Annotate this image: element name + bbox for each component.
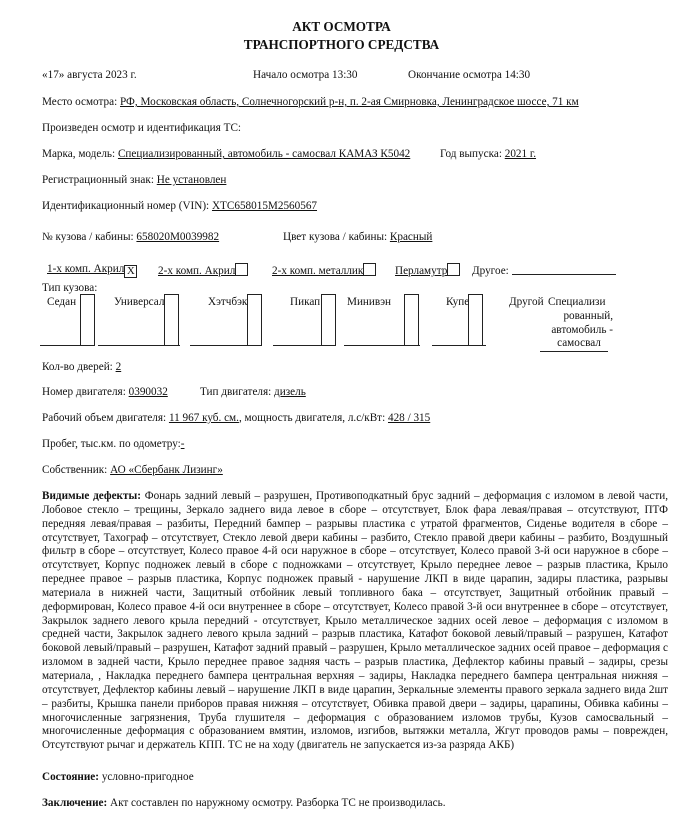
defects-text: Фонарь задний левый – разрушен, Противоподкатный брус задний – деформация с изломом в левой части, Лобовое стекло – трещины, Зеркало заднего вида левое в сборе – отсутствует, Блок фара левая/правая – отсутствуют, ПТФ передняя левая/правая – разбиты, Передний бампер – разрывы пластика с утратой фрагментов, Сиденье водителя в сборе – отсутствует, Тахограф – отсутствует, Стекло левой двери кабины – разбито, Стекло правой двери кабины – разбито, Воздушный фильтр в сборе – отсутствует, Колесо правое 4-й оси наружное в сборе – отсутствует, Колесо правой 3-й оси наружное в сборе – отсутствует, Корпус подножек левый в сборе с подножками – отсутствует, Крыло переднее левое – разрыв пластика, Крыло переднее правое – разрыв пластика, Корпус подножек правый - нарушение ЛКП в виде царапин, задиры пластика, разрывы материала в нижней части, Защитный отбойник левый топливного бака – отсутствует, Защитный отбойник правый – деформирован, Колесо правое 4-й оси внутреннее в сборе – отсутствует, Колесо правой 3-й оси внутреннее в сборе – отсутствует, Закрылок заднего левого крыла передний - отсутствует, Крыло металлическое задних осей левое – деформация с изломом в средней части, Закрылок заднего левого крыла задний – разрыв пластика, Катафот боковой левый/правый – разрушен, Катафот боковой левый/правый – разрушен, Катафот задний правый – разрушен, Крыло металлическое задних осей правое – деформация с изломом в задней части, Крыло переднее правое задняя часть – разрыв пластика, Дефлектор кабины правый – задиры, срезы материала, , Накладка переднего бампера центральная верхняя – задиры, Накладка переднего бампера центральная нижняя – отсутствует, Дефлектор кабины левый – нарушение ЛКП в виде царапин, Зеркальные элементы правого зеркала заднего вида 2шт – разбиты, Крышка панели приборов правая нижняя – отсутствует, Обивка правой двери – задиры, царапины, Обивка кабины – многочисленные загрязнения, Труба глушителя – деформация с образованием изломов трубы, Кузов самосвальный – многочисленные деформация с образованием вмятин, изломов, изгибов, вытяжки металла, Жгут проводов рамы – поврежден, Отсутствуют рычаг и держатель КПП. ТС не на ходу (двигатель не запускается из-за разряда АКБ) (42, 490, 669, 752)
other-value-line: рованный, (563, 309, 613, 322)
doors-label: Кол-во дверей: (42, 361, 113, 373)
conclusion-value: Акт составлен по наружному осмотру. Разборка ТС не производилась. (110, 797, 446, 809)
start-time: 13:30 (332, 69, 358, 81)
body-type-underline (344, 345, 420, 346)
mileage-label: Пробег, тыс.км. по одометру: (42, 438, 181, 450)
color-row (283, 231, 432, 243)
doors-row (42, 361, 121, 373)
condition-row (42, 771, 194, 783)
color-value: Красный (389, 231, 433, 243)
body-type-label-text: Минивэн (347, 296, 391, 308)
displacement-label: Рабочий объем двигателя: (42, 412, 167, 424)
owner-value: АО «Сбербанк Лизинг» (110, 464, 223, 476)
other-value-line: автомобиль - (551, 323, 613, 336)
year-row (440, 148, 536, 160)
vin-row (42, 200, 317, 212)
owner-label: Собственник: (42, 464, 108, 476)
displacement-value: 11 967 куб. см. (168, 412, 239, 424)
defects-label: Видимые дефекты: (42, 490, 141, 502)
paint-option-2 (158, 263, 248, 277)
body-type-coupe[interactable] (432, 294, 494, 346)
identification-label: Произведен осмотр и идентификация ТС: (42, 122, 242, 134)
body-type-checkbox[interactable] (80, 294, 95, 346)
place-value: РФ, Московская область, Солнечногорский р-н, п. 2-ая Смирновка, Ленинградское шоссе, 71 км (120, 96, 579, 108)
body-type-checkbox[interactable] (404, 294, 419, 346)
body-type-underline (432, 345, 486, 346)
vin-value: XTC658015M2560567 (211, 200, 318, 212)
body-type-label-text: Купе (446, 296, 470, 308)
body-type-minivan[interactable] (344, 294, 424, 346)
model-value: Специализированный, автомобиль - самосвал КАМАЗ К5042 (117, 148, 411, 160)
body-type-checkbox[interactable] (321, 294, 336, 346)
body-type-label-text: Седан (47, 296, 77, 308)
body-type-sedan[interactable] (40, 294, 95, 346)
body-type-checkbox[interactable] (247, 294, 262, 346)
body-type-label-text: Хэтчбэк (208, 296, 248, 308)
document-title-line1: АКТ ОСМОТРА (292, 19, 391, 34)
other-value-line: Специализи (548, 296, 606, 308)
place-row (42, 96, 579, 108)
paint-other (472, 263, 616, 277)
engine-number-label: Номер двигателя: (42, 386, 126, 398)
body-type-wagon[interactable] (98, 294, 193, 346)
engine-type-value: дизель (274, 386, 306, 398)
model-row (42, 148, 410, 160)
body-type-other-value (545, 296, 613, 351)
body-type-pickup[interactable] (273, 294, 348, 346)
plate-label: Регистрационный знак: (42, 174, 154, 186)
other-value-line: самосвал (557, 337, 601, 350)
body-type-other-label: Другой (509, 296, 544, 308)
body-type-checkbox[interactable] (468, 294, 483, 346)
owner-row (42, 464, 223, 476)
paint-option-label: 2-х комп. Акрил (158, 265, 236, 277)
body-type-underline (190, 345, 262, 346)
body-number-row (42, 231, 219, 243)
year-label: Год выпуска: (440, 148, 502, 160)
condition-label: Состояние: (42, 771, 100, 783)
body-type-underline (273, 345, 335, 346)
paint-option-1 (47, 263, 137, 278)
body-number-value: 658020M0039982 (136, 231, 220, 243)
power-label: , мощность двигателя, л.с/кВт: (238, 412, 386, 424)
body-type-label-text: Пикап (290, 296, 321, 308)
document-title-line2: ТРАНСПОРТНОГО СРЕДСТВА (243, 37, 440, 52)
paint-option-label: 2-х комп. металлик (272, 265, 364, 277)
mileage-value: - (180, 438, 185, 450)
plate-row (42, 174, 226, 186)
end-label: Окончание осмотра (408, 69, 502, 81)
paint-checkbox[interactable]: X (124, 265, 137, 278)
body-type-hatchback[interactable] (190, 294, 270, 346)
engine-type-label: Тип двигателя: (200, 386, 272, 398)
engine-number-row (42, 386, 168, 398)
conclusion-label: Заключение: (42, 797, 108, 809)
end-time: 14:30 (504, 69, 531, 81)
paint-option-label: 1-х комп. Акрил (47, 263, 125, 275)
condition-value: условно-пригодное (101, 771, 194, 783)
model-label: Марка, модель: (42, 148, 116, 160)
paint-option-4 (395, 263, 460, 277)
vin-label: Идентификационный номер (VIN): (42, 200, 210, 212)
inspection-date: «17» августа 2023 г. (42, 69, 137, 81)
engine-number-value: 0390032 (128, 386, 168, 398)
body-type-checkbox[interactable] (164, 294, 179, 346)
power-value: 428 / 315 (387, 412, 431, 424)
body-type-label-text: Универсал (114, 296, 165, 308)
place-label: Место осмотра: (42, 96, 118, 108)
paint-other-field[interactable] (512, 263, 616, 275)
inspection-end (408, 69, 530, 81)
doors-value: 2 (115, 361, 122, 373)
start-label: Начало осмотра (253, 69, 330, 81)
plate-value: Не установлен (156, 174, 227, 186)
paint-option-3 (272, 263, 376, 277)
mileage-row (42, 438, 185, 450)
body-type-underline (98, 345, 180, 346)
engine-type-row (200, 386, 306, 398)
body-type-other-underline (540, 351, 608, 352)
displacement-row (42, 412, 430, 424)
paint-checkbox[interactable] (363, 263, 376, 276)
body-number-label: № кузова / кабины: (42, 231, 134, 243)
inspection-start (253, 69, 358, 81)
color-label: Цвет кузова / кабины: (283, 231, 388, 243)
defects-paragraph (42, 490, 668, 753)
paint-option-label: Перламутр (395, 265, 448, 277)
body-type-label: Тип кузова: (42, 282, 98, 294)
paint-checkbox[interactable] (447, 263, 460, 276)
conclusion-row (42, 797, 446, 809)
year-value: 2021 г. (504, 148, 537, 160)
paint-checkbox[interactable] (235, 263, 248, 276)
paint-other-label: Другое: (472, 265, 509, 277)
body-type-underline (40, 345, 93, 346)
